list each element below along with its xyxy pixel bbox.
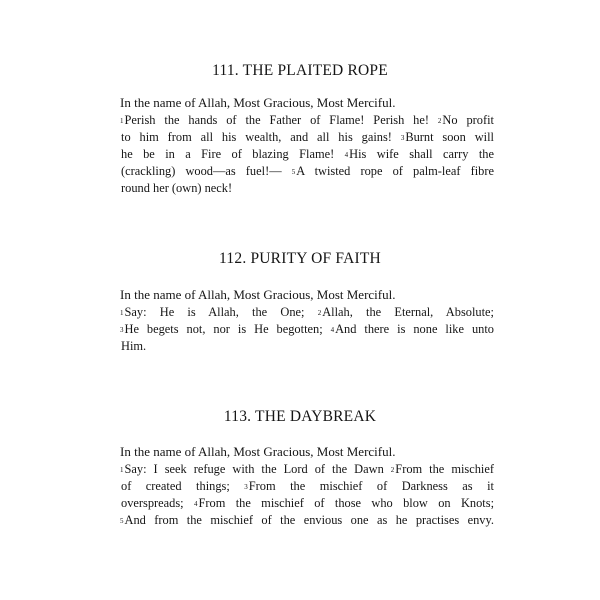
verse-line: of created things; 3From the mischief of Darkness as it xyxy=(121,479,494,493)
verse-line: he be in a Fire of blazing Flame! 4His wife shall carry the xyxy=(121,147,495,161)
verse-line: overspreads; 4From the mischief of those who blow on Knots; xyxy=(121,496,495,510)
basmala-113: In the name of Allah, Most Gracious, Most Merciful. xyxy=(120,444,396,459)
surah-title-113: 113. THE DAYBREAK xyxy=(223,408,377,425)
verse-line: 1Say: He is Allah, the One; 2Allah, the Eternal, Absolute; xyxy=(120,305,494,319)
verse-line: 3He begets not, nor is He begotten; 4And there is none like unto xyxy=(120,322,494,336)
basmala-112: In the name of Allah, Most Gracious, Most Merciful. xyxy=(120,287,396,302)
surah-title-112: 112. PURITY OF FAITH xyxy=(219,250,381,267)
surah-title-111: 111. THE PLAITED ROPE xyxy=(212,62,388,79)
basmala-111: In the name of Allah, Most Gracious, Most Merciful. xyxy=(120,95,396,110)
verse-line: 1Perish the hands of the Father of Flame! Perish he! 2No profit xyxy=(120,113,494,127)
verse-line: to him from all his wealth, and all his gains! 3Burnt soon will xyxy=(121,130,494,144)
verse-line: round her (own) neck! xyxy=(121,181,233,195)
verse-line: 1Say: I seek refuge with the Lord of the Dawn 2From the mischief xyxy=(120,462,494,476)
verse-line: 5And from the mischief of the envious one as he practises envy. xyxy=(120,513,494,527)
verse-line: Him. xyxy=(121,339,147,353)
verse-line: (crackling) wood—as fuel!— 5A twisted rope of palm-leaf fibre xyxy=(121,164,494,178)
